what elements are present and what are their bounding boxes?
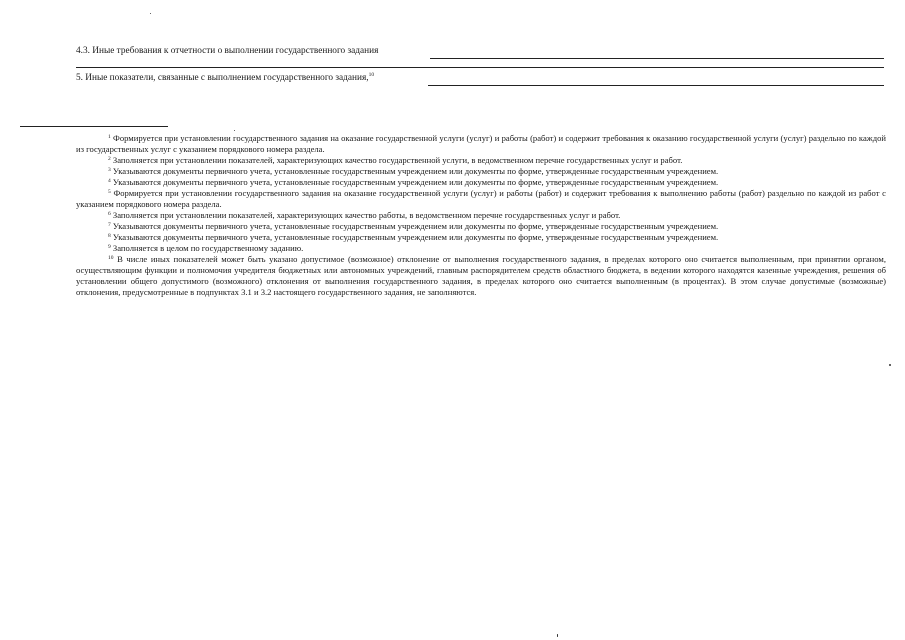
- footnote-text: В числе иных показателей может быть указано допустимое (возможное) отклонение от выполнения государственного задания, в пределах которого оно считается выполненным, при принятии органом, осуществляющим функции и полномочия учредителя бюджетных или автономных учреждений, главным распорядителем средств областного бюджета, в ведении которого находятся казенные учреждения, решения об установлении общего допустимого (возможного) отклонения от выполнения государственного задания, в пределах которого оно считается выполненным (в процентах). В этом случае допустимые (возможные) отклонения, предусмотренные в подпунктах 3.1 и 3.2 настоящего государственного задания, не заполняются.: [76, 254, 886, 297]
- footnote-number: 5: [108, 189, 111, 195]
- footnote: [76, 243, 886, 254]
- footnote: [76, 221, 886, 232]
- separator-line: [76, 67, 884, 68]
- footnote: [76, 254, 886, 298]
- footnote-text: Указываются документы первичного учета, установленные государственным учреждением или документы по форме, утвержденные государственным учреждением.: [112, 221, 719, 231]
- section-4-3-blank-line: [430, 58, 884, 59]
- footnote: [76, 210, 886, 221]
- section-5-label: [76, 72, 374, 83]
- footnote-number: 8: [108, 233, 111, 239]
- footnote-text: Указываются документы первичного учета, установленные государственным учреждением или документы по форме, утвержденные государственным учреждением.: [112, 232, 719, 242]
- section-5-blank-line: [428, 85, 884, 86]
- footnote-text: Указываются документы первичного учета, установленные государственным учреждением или документы по форме, утвержденные государственным учреждением.: [112, 177, 719, 187]
- footnote-text: Заполняется при установлении показателей, характеризующих качество государственной услуги, в ведомственном перечне государственных услуг и работ.: [112, 155, 683, 165]
- footnote: [76, 177, 886, 188]
- footnotes: [76, 133, 886, 298]
- footnote-number: 3: [108, 167, 111, 173]
- footnote-number: 7: [108, 222, 111, 228]
- footnote-number: 9: [108, 244, 111, 250]
- scan-speck: [234, 130, 235, 131]
- scan-speck: [889, 364, 891, 366]
- footnote-text: Заполняется в целом по государственному заданию.: [112, 243, 304, 253]
- section-4-3-label: [76, 46, 378, 56]
- footnote-text: Заполняется при установлении показателей, характеризующих качество работы, в ведомственном перечне государственных услуг и работ.: [112, 210, 621, 220]
- footnote-number: 6: [108, 211, 111, 217]
- footnote-text: Формируется при установлении государственного задания на оказание государственной услуги (услуг) и работы (работ) и содержит требования к оказанию государственной услуги (услуг) раздельно по каждой из государственных услуг с указанием порядкового номера раздела.: [76, 133, 886, 154]
- footnote-separator: [20, 126, 168, 127]
- footnote: [76, 188, 886, 210]
- section-5-ref: 10: [368, 72, 375, 78]
- scan-speck: [150, 13, 151, 14]
- section-4-3-text: 4.3. Иные требования к отчетности о выполнении государственного задания: [76, 46, 379, 56]
- footnote-number: 2: [108, 156, 111, 162]
- footnote-number: 4: [108, 178, 111, 184]
- footnote-number: 10: [108, 255, 114, 261]
- footnote: [76, 133, 886, 155]
- footnote-text: Указываются документы первичного учета, установленные государственным учреждением или документы по форме, утвержденные государственным учреждением.: [112, 166, 719, 176]
- footnote-number: 1: [108, 134, 111, 140]
- scan-speck: [557, 634, 558, 637]
- footnote: [76, 166, 886, 177]
- footnote-text: Формируется при установлении государственного задания на оказание государственной услуги (услуг) и работы (работ) и содержит требования к выполнению работы (работ) раздельно по каждой из работ с указанием порядкового номера раздела.: [76, 188, 886, 209]
- footnote: [76, 232, 886, 243]
- section-5-text: 5. Иные показатели, связанные с выполнением государственного задания,: [76, 73, 369, 83]
- footnote: [76, 155, 886, 166]
